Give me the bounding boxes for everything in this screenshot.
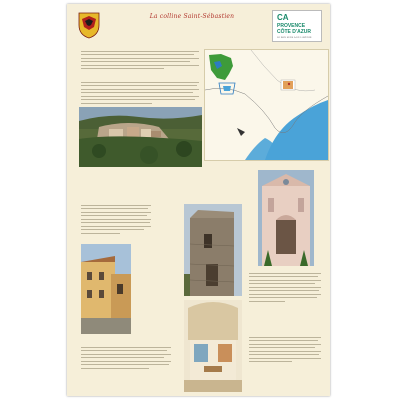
bottom-text	[249, 334, 321, 365]
crest-icon	[78, 11, 100, 39]
poster-header	[67, 4, 330, 46]
logo-brand: CA	[277, 13, 289, 22]
geology-text	[81, 79, 199, 106]
photo-interior	[184, 300, 242, 392]
poster	[67, 4, 330, 396]
photo-village	[79, 107, 202, 167]
credit-agricole-logo	[272, 10, 322, 42]
map-icon	[205, 50, 328, 160]
photo-street	[81, 244, 131, 334]
lower-text	[81, 344, 171, 371]
photo-chapel	[258, 170, 314, 266]
chapel-text	[249, 270, 321, 304]
logo-line-2: CÔTE D'AZUR	[277, 29, 311, 35]
logo-tagline: LE BON SENS A DE L'AVENIR	[277, 36, 312, 39]
map	[204, 49, 329, 161]
photo-tower	[184, 204, 242, 296]
logo-line-1: PROVENCE	[277, 23, 306, 29]
intro-text	[81, 48, 199, 72]
village-text	[81, 202, 151, 236]
poster-title: La colline Saint-Sébastien	[149, 13, 235, 20]
